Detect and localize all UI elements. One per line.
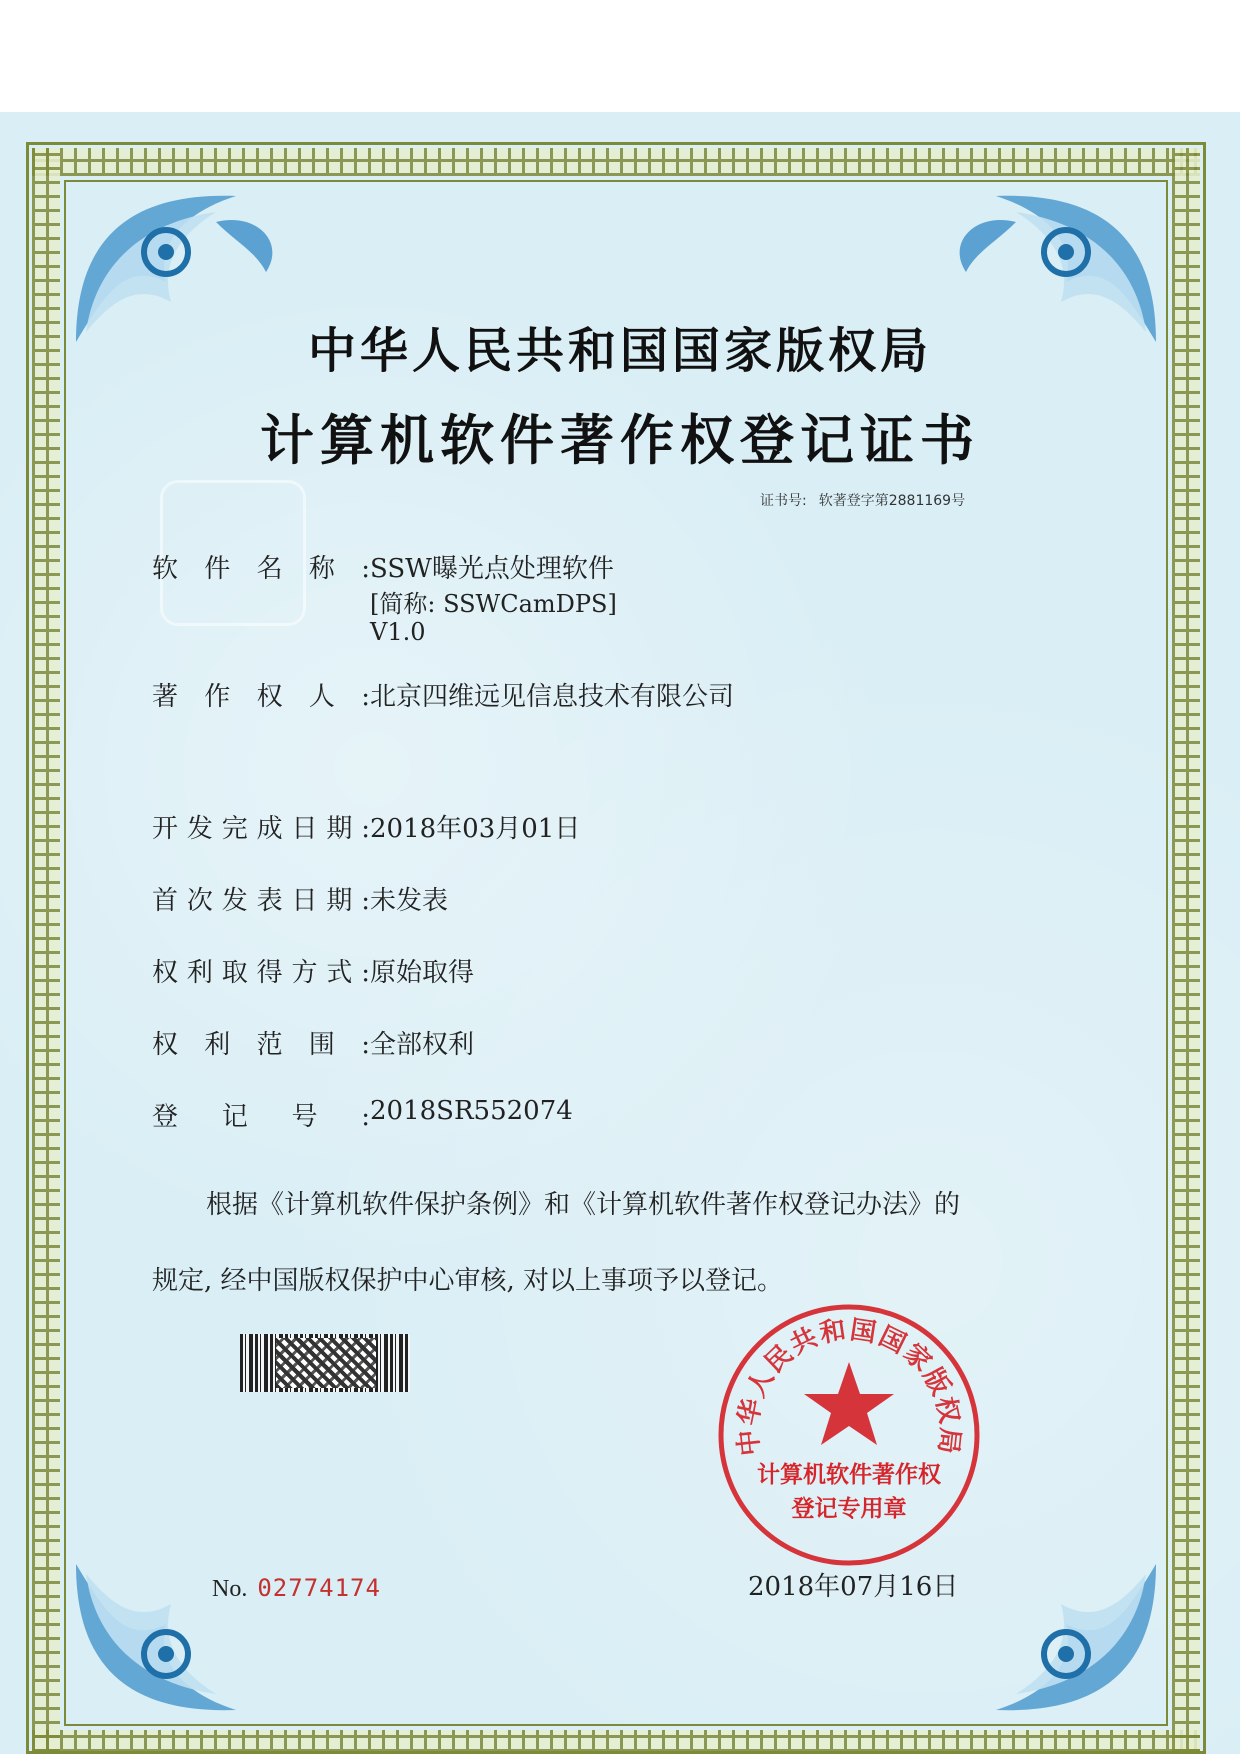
issue-date: 2018年07月16日 — [748, 1572, 959, 1602]
software-name-row — [152, 548, 614, 585]
software-name-label: 软件名称: — [152, 554, 370, 584]
dev-date-label: 开发完成日期: — [152, 814, 370, 844]
barcode — [240, 1334, 410, 1392]
rights-scope-row — [152, 1024, 474, 1061]
qr-code-icon — [276, 1338, 376, 1388]
software-name-value: SSW曝光点处理软件 — [370, 554, 614, 584]
software-short-name: [简称: SSWCamDPS] — [370, 590, 617, 618]
certificate-number-value: 软著登字第2881169号 — [818, 493, 966, 509]
acquire-method-label: 权利取得方式: — [152, 958, 370, 988]
registration-number-label: 登记号: — [152, 1102, 370, 1132]
certificate-number-label: 证书号: — [760, 493, 807, 509]
seal-ring-text: 中华人民共和国国家版权局 — [733, 1315, 965, 1458]
seal-line-2: 登记专用章 — [791, 1496, 907, 1522]
owner-value: 北京四维远见信息技术有限公司 — [370, 682, 735, 712]
serial-number — [212, 1574, 381, 1603]
statement-line-2: 规定, 经中国版权保护中心审核, 对以上事项予以登记。 — [152, 1266, 784, 1296]
serial-number-label: No. — [212, 1576, 248, 1602]
software-version: V1.0 — [370, 618, 426, 646]
serial-number-value: 02774174 — [257, 1574, 381, 1602]
star-icon — [804, 1362, 894, 1445]
acquire-method-value: 原始取得 — [370, 958, 475, 988]
rights-scope-label: 权利范围: — [152, 1030, 370, 1060]
acquire-method-row — [152, 952, 474, 989]
registration-number-value: 2018SR552074 — [370, 1096, 573, 1126]
statement-line-1: 根据《计算机软件保护条例》和《计算机软件著作权登记办法》的 — [206, 1190, 961, 1220]
certificate-number — [760, 490, 965, 510]
rights-scope-value: 全部权利 — [370, 1030, 475, 1060]
dev-date-row — [152, 808, 580, 845]
owner-label: 著作权人: — [152, 682, 370, 712]
registration-number-row — [152, 1096, 573, 1133]
issuing-authority: 中华人民共和国国家版权局 — [307, 323, 932, 379]
official-seal — [714, 1300, 984, 1570]
publish-date-value: 未发表 — [370, 886, 449, 916]
publish-date-label: 首次发表日期: — [152, 886, 370, 916]
dev-date-value: 2018年03月01日 — [370, 814, 581, 844]
corner-ornament-bottom-right — [936, 1554, 1166, 1724]
certificate-title: 计算机软件著作权登记证书 — [260, 408, 980, 472]
owner-row — [152, 676, 734, 713]
seal-line-1: 计算机软件著作权 — [757, 1462, 941, 1488]
publish-date-row — [152, 880, 448, 917]
